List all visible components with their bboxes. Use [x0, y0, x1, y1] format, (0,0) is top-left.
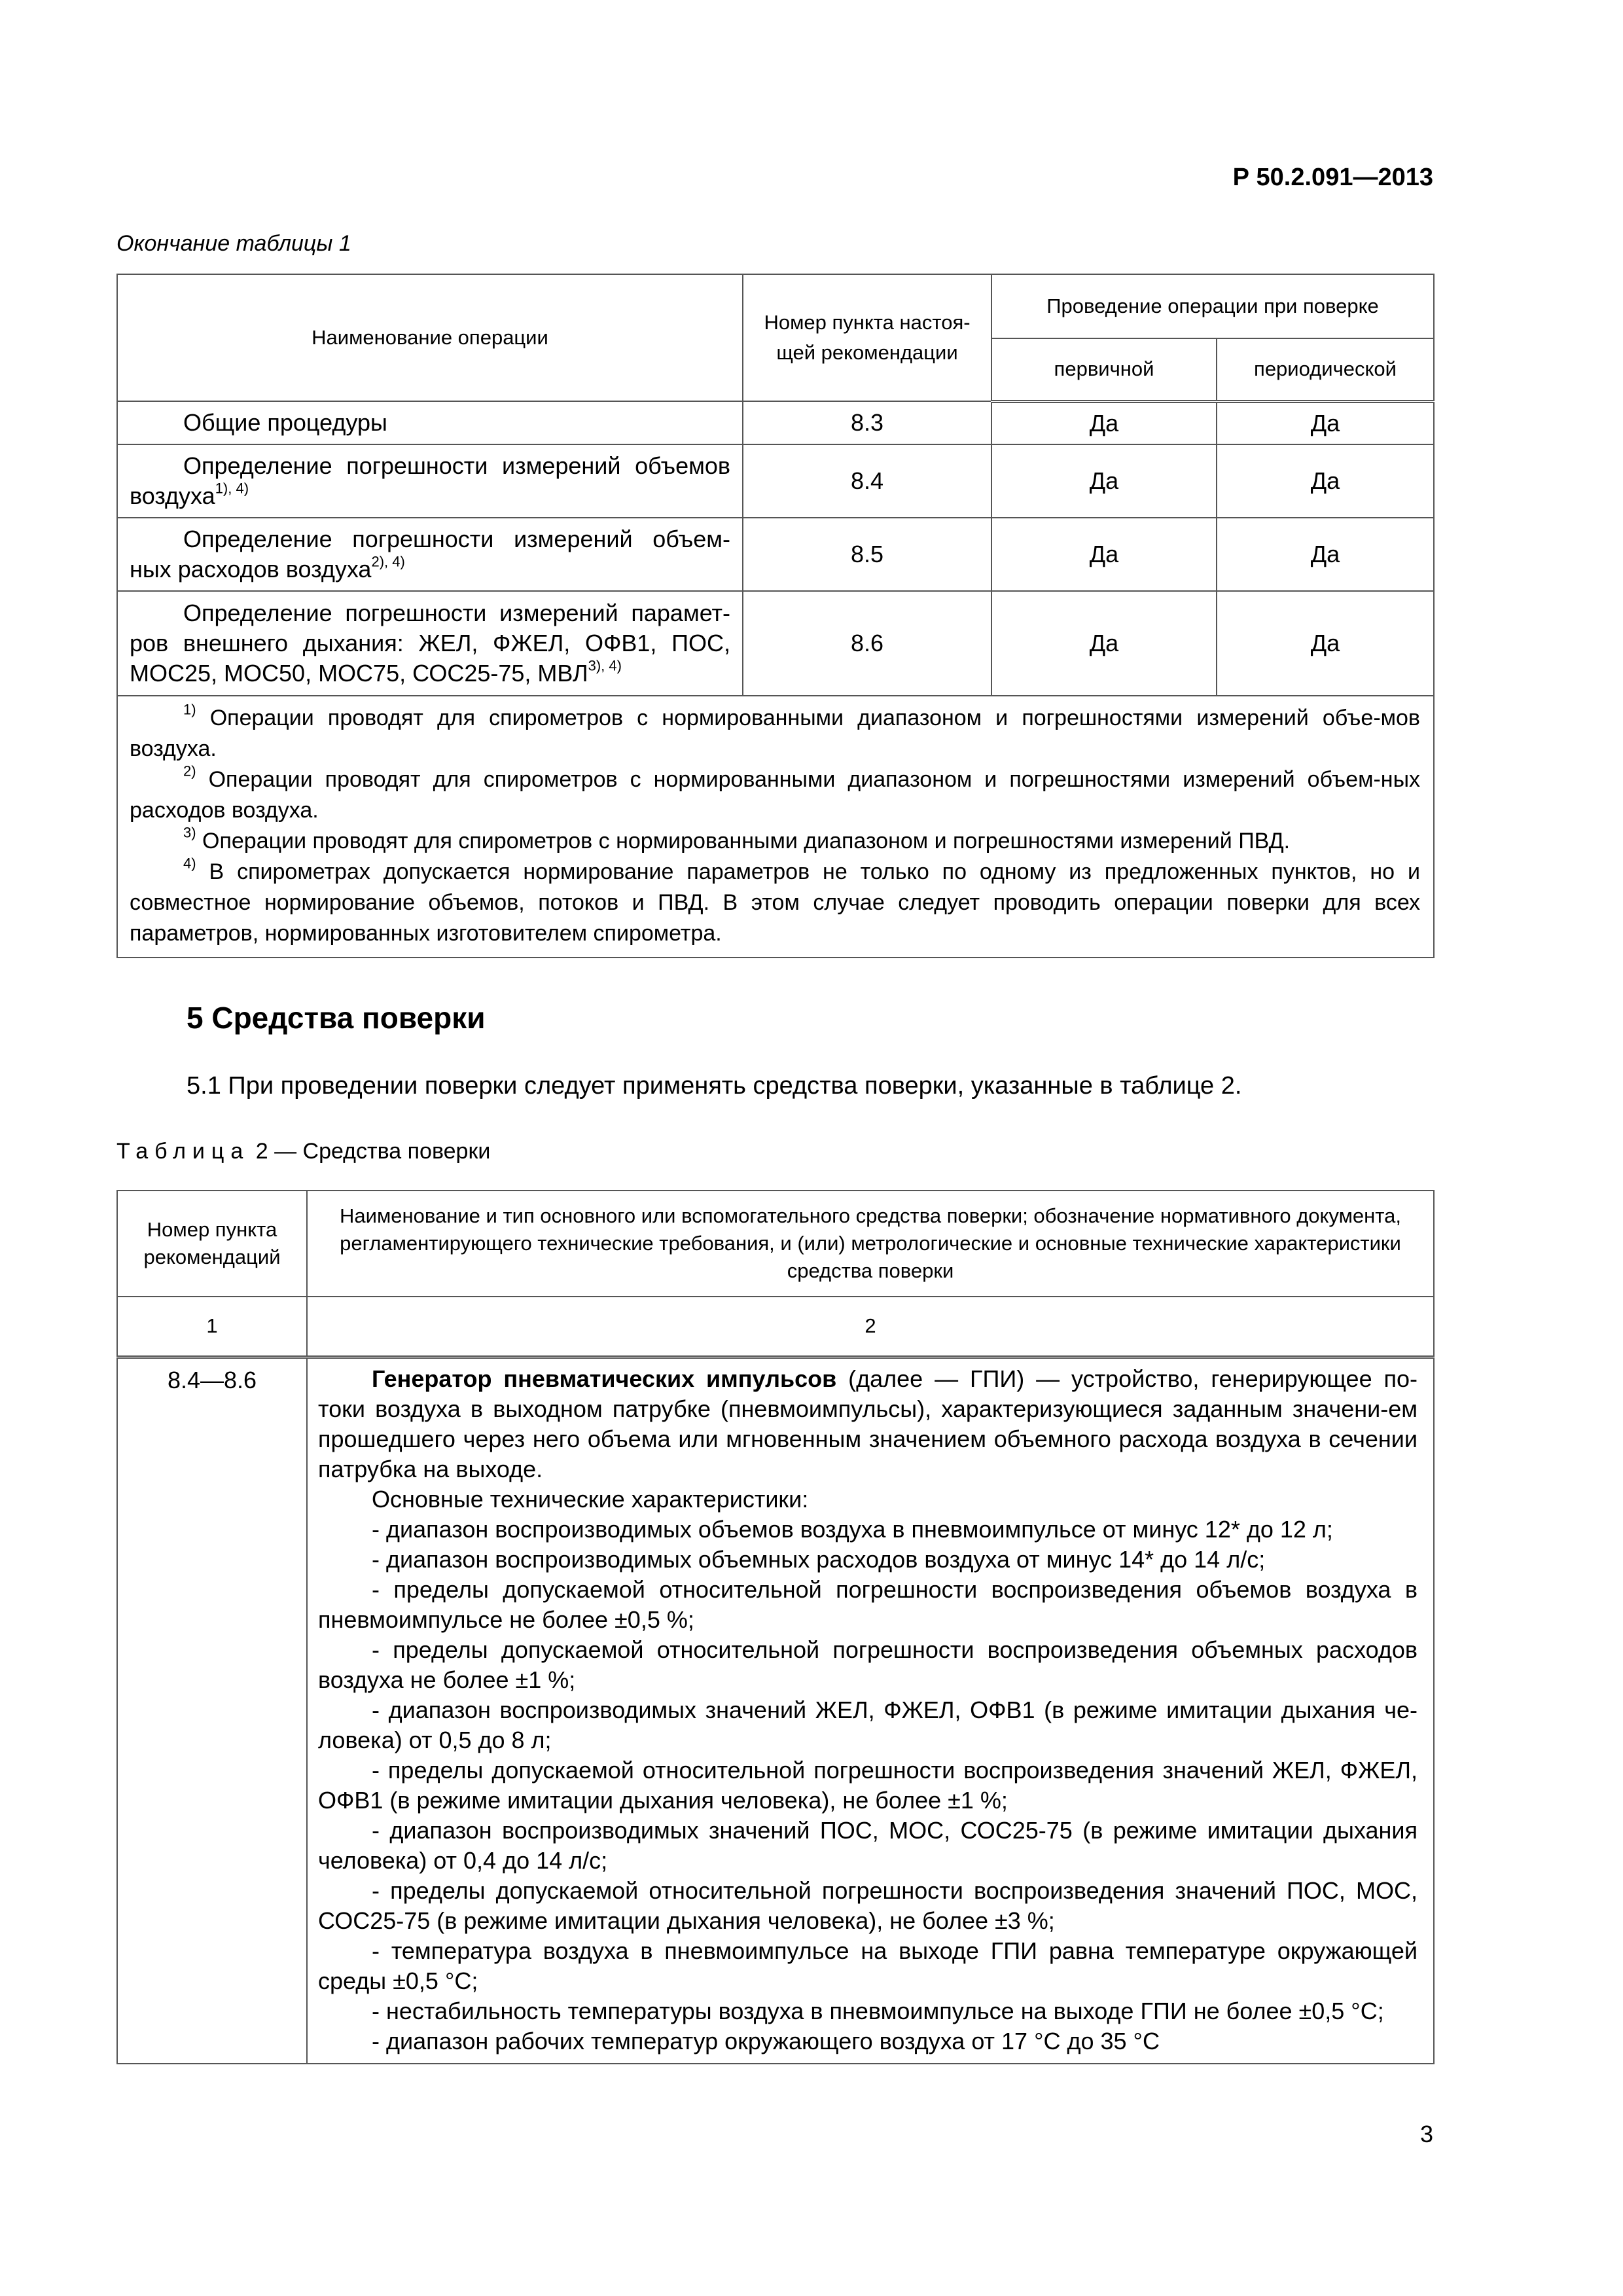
row-periodic: Да: [1217, 401, 1434, 444]
table-row: [117, 444, 1434, 518]
list-item: - диапазон воспроизводимых объемных расходов воздуха от минус 14* до 14 л/с;: [372, 1545, 1266, 1573]
paragraph-5-1: 5.1 При проведении поверки следует применять средства поверки, указанные в таблице 2.: [187, 1072, 1242, 1100]
header-description: Наименование и тип основного или вспомогательного средства поверки; обозначение нормативного документа, регламентирующего технические требования, и (или) метрологические и основные технические характеристики средства поверки: [307, 1191, 1434, 1297]
list-item: - пределы допускаемой относительной погрешности воспроизведения объемных расходов воздуха не более ±1 %;: [318, 1636, 1418, 1693]
column-number: 1: [117, 1297, 307, 1357]
list-item: - диапазон воспроизводимых значений ПОС, МОС, СОС25-75 (в режиме имитации дыхания человека) от 0,4 до 14 л/с;: [318, 1816, 1418, 1874]
table2: [116, 1190, 1435, 2064]
footnote: $^{1)}$ Операции проводят для спирометров с нормированными диапазоном и погрешностями измерений объе-мов воздуха.: [130, 701, 1420, 761]
table-row: [117, 591, 1434, 696]
list-item: - диапазон воспроизводимых значений ЖЕЛ, ФЖЕЛ, ОФВ1 (в режиме имитации дыхания че-ловека) от 0,5 до 8 л;: [318, 1696, 1418, 1753]
footnote: $^{3)}$ Операции проводят для спирометров с нормированными диапазоном и погрешностями измерений ПВД.: [183, 824, 1291, 853]
row-clause: 8.6: [743, 591, 991, 696]
row-description: [307, 1357, 1434, 2064]
row-clause: 8.4: [743, 444, 991, 518]
row-periodic: Да: [1217, 518, 1434, 591]
table-row: [117, 1357, 1434, 2064]
list-item: - диапазон рабочих температур окружающего воздуха от 17 °С до 35 °С: [372, 2027, 1160, 2054]
list-item: - пределы допускаемой относительной погрешности воспроизведения объемов воздуха в пневмоимпульсе не более ±0,5 %;: [318, 1575, 1418, 1633]
row-periodic: Да: [1217, 591, 1434, 696]
list-item: - нестабильность температуры воздуха в пневмоимпульсе на выходе ГПИ не более ±0,5 °С;: [372, 1997, 1384, 2024]
list-item: - пределы допускаемой относительной погрешности воспроизведения значений ПОС, МОС, СОС25-75 (в режиме имитации дыхания человека), не более ±3 %;: [318, 1876, 1418, 1934]
row-name: Определение погрешности измерений парамет-ров внешнего дыхания: ЖЕЛ, ФЖЕЛ, ОФВ1, ПОС, МОС25, МОС50, МОС75, СОС25-75, МВЛ: [130, 600, 730, 687]
table1: [116, 274, 1435, 958]
table1-caption: Окончание таблицы 1: [116, 231, 351, 256]
row-primary: Да: [991, 444, 1217, 518]
header-operation: Наименование операции: [117, 274, 743, 401]
header-primary: первичной: [991, 338, 1217, 401]
intro-paragraph: Генератор пневматических импульсов (далее — ГПИ) — устройство, генерирующее по-токи воздуха в выходном патрубке (пневмоимпульсы), характеризующиеся заданным значени-ем прошедшего через него объема или мгновенным значением объемного расхода воздуха в сечении патрубка на выходе.: [318, 1365, 1418, 1482]
footnote-ref: 2), 4): [371, 553, 405, 570]
table-row: [117, 518, 1434, 591]
table1-footnotes: [117, 696, 1434, 958]
row-name: Определение погрешности измерений объем-ных расходов воздуха: [130, 526, 730, 583]
header-clause: Номер пункта рекомендаций: [117, 1191, 307, 1297]
table-row: [117, 401, 1434, 444]
list-item: - температура воздуха в пневмоимпульсе на выходе ГПИ равна температуре окружающей среды ±0,5 °С;: [318, 1937, 1418, 1994]
header-verification: Проведение операции при поверке: [991, 274, 1434, 338]
column-number: 2: [307, 1297, 1434, 1357]
row-primary: Да: [991, 401, 1217, 444]
table2-caption: Таблица 2 — Средства поверки: [116, 1139, 491, 1164]
list-item: Основные технические характеристики:: [372, 1485, 809, 1513]
page-number: 3: [1419, 2121, 1433, 2147]
footnote: $^{2)}$ Операции проводят для спирометров с нормированными диапазоном и погрешностями измерений объем-ных расходов воздуха.: [130, 762, 1421, 823]
row-primary: Да: [991, 591, 1217, 696]
footnote: $^{4)}$ В спирометрах допускается нормирование параметров не только по одному из предложенных пунктов, но и совместное нормирование объемов, потоков и ПВД. В этом случае следует проводить операции поверки для всех параметров, нормированных изготовителем спирометра.: [130, 855, 1421, 946]
row-name: Общие процедуры: [183, 409, 387, 436]
list-item: - пределы допускаемой относительной погрешности воспроизведения значений ЖЕЛ, ФЖЕЛ, ОФВ1 (в режиме имитации дыхания человека), не более ±1 %;: [318, 1756, 1418, 1814]
row-primary: Да: [991, 518, 1217, 591]
section-title: 5 Средства поверки: [187, 1001, 486, 1035]
list-item: - диапазон воспроизводимых объемов воздуха в пневмоимпульсе от минус 12* до 12 л;: [372, 1515, 1333, 1543]
header-periodic: периодической: [1217, 338, 1434, 401]
document-number: Р 50.2.091—2013: [1232, 164, 1433, 191]
footnote-ref: 3), 4): [588, 657, 622, 674]
row-clause: 8.5: [743, 518, 991, 591]
row-clause: 8.3: [743, 401, 991, 444]
header-clause: Номер пункта настоя-щей рекомендации: [743, 274, 991, 401]
row-name: Определение погрешности измерений объемов воздуха: [130, 452, 730, 509]
footnote-ref: 1), 4): [215, 480, 249, 497]
row-clause: 8.4—8.6: [117, 1357, 307, 2064]
row-periodic: Да: [1217, 444, 1434, 518]
